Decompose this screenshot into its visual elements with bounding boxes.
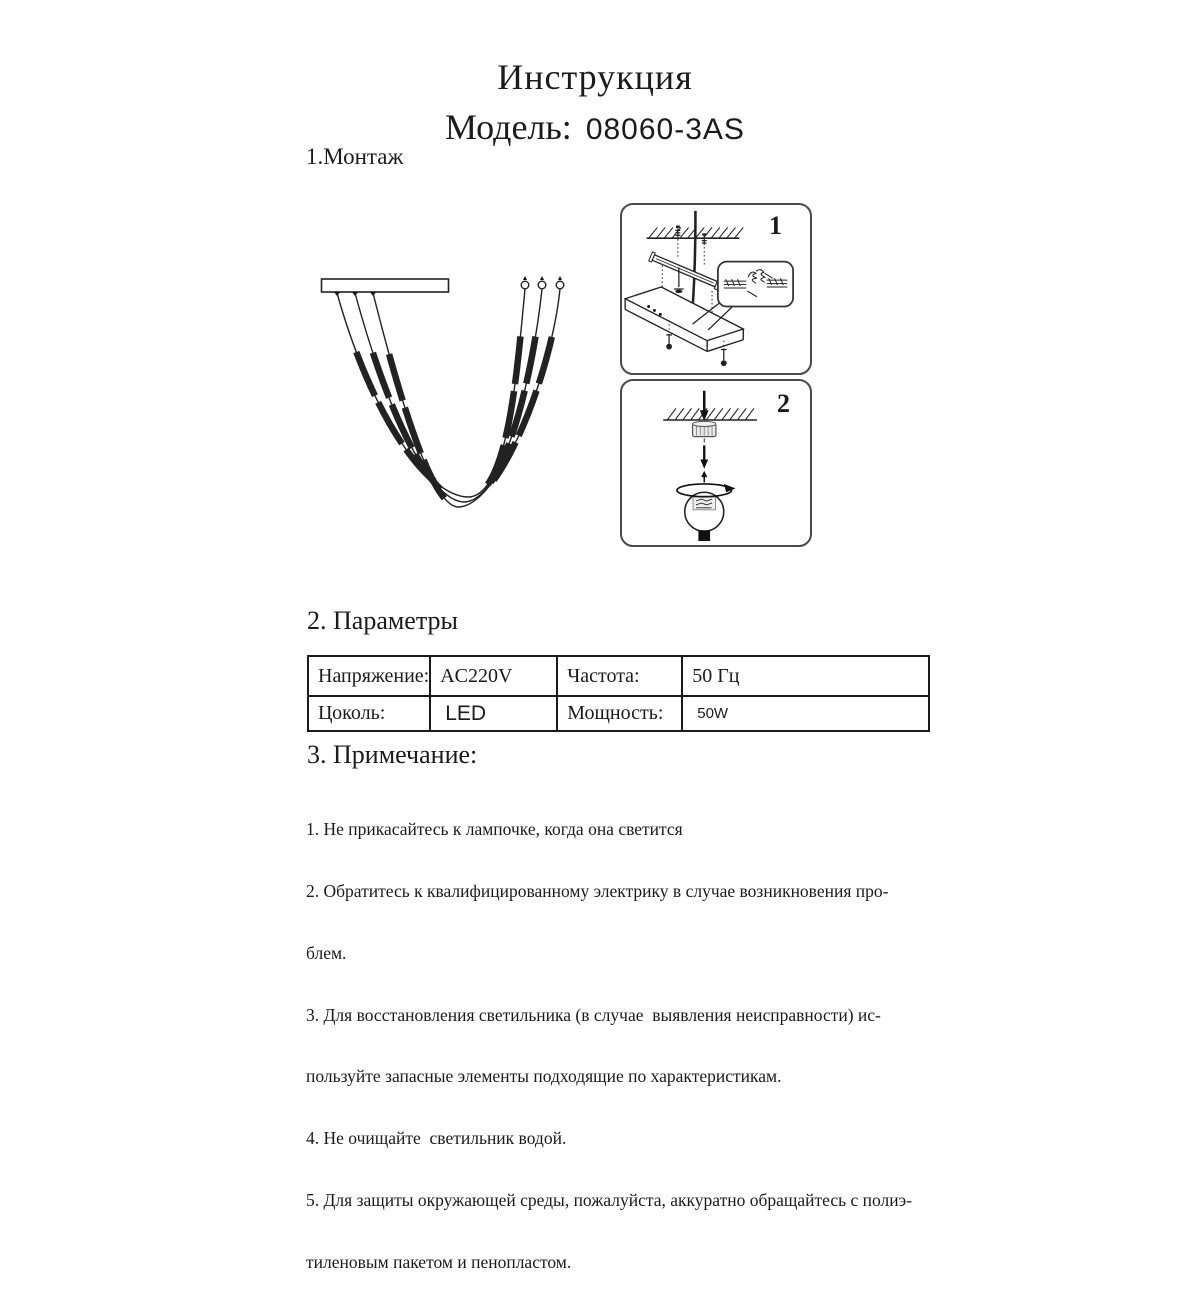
param-value-socket: LED <box>430 696 557 731</box>
model-label: Модель: <box>445 107 572 147</box>
notes-list <box>306 778 912 1313</box>
table-row <box>308 656 929 696</box>
table-row <box>308 696 929 731</box>
bulb-stem <box>698 530 710 541</box>
alignment-arrows <box>700 439 708 483</box>
cable-end-rings <box>521 276 564 289</box>
model-value: 08060-3AS <box>585 113 745 146</box>
mounting-bracket <box>649 252 721 290</box>
note-line: 2. Обратитесь к квалифицированному электрику в случае возникновения про- <box>306 880 889 901</box>
note-line: 3. Для восстановления светильника (в случае выявления неисправности) ис- <box>306 1004 881 1025</box>
note-line: тиленовым пакетом и пенопластом. <box>306 1251 572 1272</box>
param-value-power: 50W <box>682 696 929 731</box>
note-line: 1. Не прикасайтесь к лампочке, когда она светится <box>306 819 683 840</box>
param-label-power: Мощность: <box>557 696 682 731</box>
section-heading-montage: 1.Монтаж <box>306 144 404 169</box>
param-label-frequency: Частота: <box>557 656 682 696</box>
note-line: пользуйте запасные элементы подходящие по характеристикам. <box>306 1066 782 1087</box>
page-title: Инструкция <box>497 57 693 97</box>
step1-number: 1 <box>769 211 782 240</box>
model-line <box>0 106 1190 148</box>
section-heading-parameters: 2. Параметры <box>307 606 458 635</box>
param-label-socket: Цоколь: <box>308 696 430 731</box>
parameters-table <box>307 655 930 732</box>
note-line: 4. Не очищайте светильник водой. <box>306 1128 567 1149</box>
ceiling-hatch <box>663 408 757 420</box>
step2-number: 2 <box>777 389 790 418</box>
glass-bulb <box>685 492 724 531</box>
section-heading-notes: 3. Примечание: <box>307 740 478 769</box>
step1-diagram <box>620 203 812 375</box>
pendant-lamp-drawing <box>300 260 590 510</box>
ceiling-canopy-bar <box>322 279 449 296</box>
note-line: 5. Для защиты окружающей среды, пожалуйста, аккуратно обращайтесь с полиэ- <box>306 1189 912 1210</box>
lamp-socket <box>693 421 716 436</box>
step2-diagram <box>620 379 812 547</box>
param-label-voltage: Напряжение: <box>308 656 430 696</box>
note-line: блем. <box>306 942 347 963</box>
param-value-frequency: 50 Гц <box>682 656 929 696</box>
led-tube-cables <box>337 289 560 507</box>
param-value-voltage: AC220V <box>430 656 557 696</box>
